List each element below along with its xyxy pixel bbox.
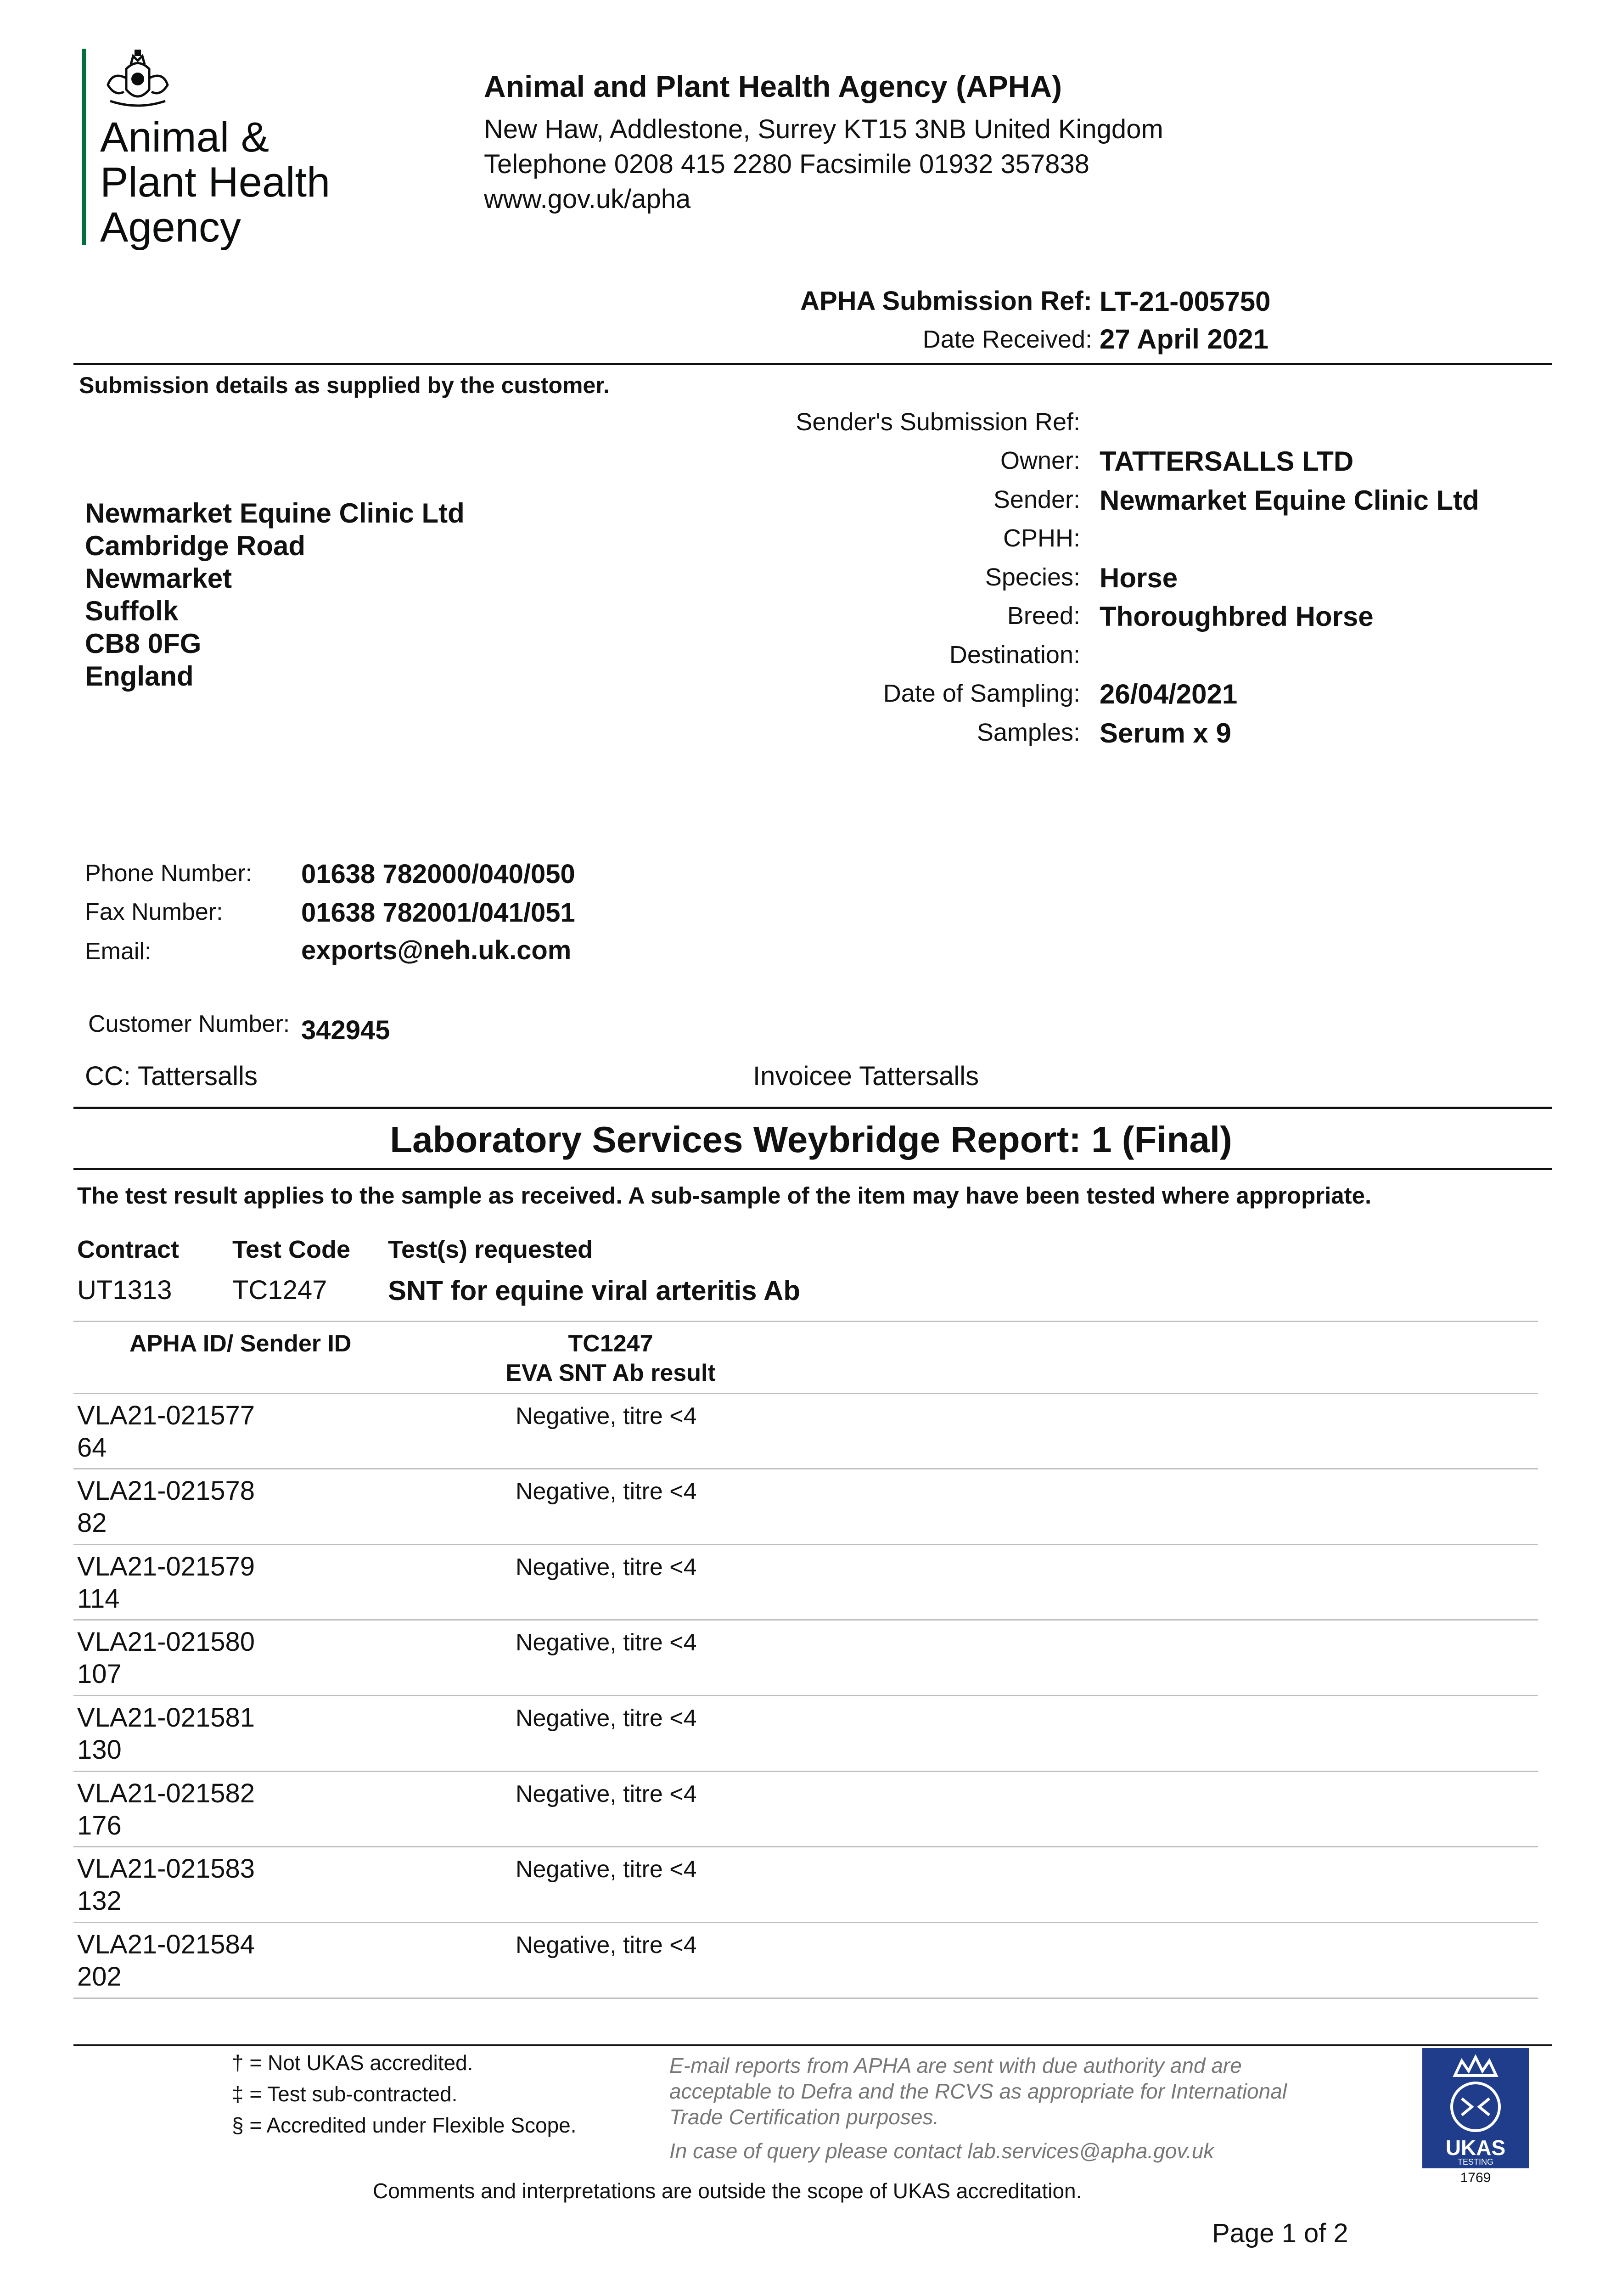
sender-id: 132	[77, 1886, 122, 1916]
fax-label: Fax Number:	[85, 899, 223, 925]
logo-bar	[82, 49, 86, 245]
note-line: In case of query please contact lab.services@apha.gov.uk	[669, 2139, 1214, 2163]
divider	[73, 1393, 1538, 1394]
note-line: Trade Certification purposes.	[669, 2105, 939, 2129]
row-divider	[73, 1922, 1538, 1923]
phone-label: Phone Number:	[85, 860, 253, 887]
sampling-date-value: 26/04/2021	[1100, 679, 1238, 709]
divider	[73, 1168, 1552, 1170]
customer-address	[85, 497, 465, 692]
table-row	[77, 1778, 255, 1842]
apha-id: VLA21-021584	[77, 1930, 255, 1959]
disclaimer: The test result applies to the sample as received. A sub-sample of the item may have been tested where appropriate.	[77, 1182, 1372, 1209]
table-row	[77, 1475, 255, 1539]
detail-label: Breed:	[1007, 602, 1080, 630]
ukas-badge	[1422, 2048, 1529, 2186]
apha-id: VLA21-021579	[77, 1552, 255, 1581]
sender-id: 176	[77, 1811, 122, 1840]
sender-id: 82	[77, 1508, 107, 1538]
customer-number-label: Customer Number:	[88, 1011, 290, 1037]
invoicee-text: Invoicee Tattersalls	[753, 1061, 979, 1091]
footer-key	[232, 2047, 577, 2141]
ukas-badge-box	[1422, 2048, 1529, 2168]
apha-id: VLA21-021581	[77, 1703, 255, 1733]
date-received-value: 27 April 2021	[1100, 324, 1268, 355]
detail-label: Sender:	[993, 486, 1080, 513]
apha-id: VLA21-021582	[77, 1778, 255, 1808]
ukas-sub: TESTING	[1457, 2157, 1493, 2167]
apha-id: VLA21-021580	[77, 1627, 255, 1657]
address-line: Newmarket	[85, 563, 232, 594]
report-title: Laboratory Services Weybridge Report: 1 (Final)	[390, 1119, 1232, 1160]
agency-logo-text	[100, 115, 330, 250]
col-test-code-header: TC1247	[568, 1330, 653, 1357]
result-cell: Negative, titre <4	[516, 1932, 697, 1958]
date-received-label: Date Received:	[922, 326, 1092, 353]
col-apha-id-header: APHA ID/ Sender ID	[129, 1330, 352, 1357]
footnote: § = Accredited under Flexible Scope.	[232, 2113, 577, 2137]
detail-label: Date of Sampling:	[883, 680, 1080, 707]
footnote: † = Not UKAS accredited.	[232, 2051, 473, 2075]
result-cell: Negative, titre <4	[516, 1856, 697, 1883]
divider	[73, 1321, 1538, 1322]
sender-value: Newmarket Equine Clinic Ltd	[1100, 485, 1479, 516]
detail-label: Sender's Submission Ref:	[796, 408, 1080, 436]
sender-id: 202	[77, 1962, 122, 1992]
logo-line: Plant Health	[100, 159, 331, 206]
phone-value: 01638 782000/040/050	[301, 859, 575, 889]
table-row	[77, 1626, 255, 1690]
note-line: acceptable to Defra and the RCVS as appropriate for International	[669, 2079, 1287, 2103]
row-divider	[73, 1846, 1538, 1847]
customer-number-value: 342945	[301, 1015, 390, 1045]
sender-id: 130	[77, 1735, 122, 1765]
species-value: Horse	[1100, 563, 1178, 593]
detail-label: CPHH:	[1003, 524, 1080, 552]
agency-website[interactable]: www.gov.uk/apha	[484, 184, 691, 214]
detail-label: Destination:	[949, 641, 1080, 669]
ukas-text: UKAS	[1445, 2136, 1506, 2160]
table-row	[77, 1551, 255, 1615]
apha-id: VLA21-021577	[77, 1401, 255, 1430]
result-cell: Negative, titre <4	[516, 1554, 697, 1581]
table-row	[77, 1929, 255, 1993]
divider	[73, 363, 1552, 365]
table-row	[77, 1702, 255, 1766]
test-code-header: Test Code	[232, 1236, 351, 1263]
note-line: E-mail reports from APHA are sent with due authority and are	[669, 2054, 1242, 2077]
breed-value: Thoroughbred Horse	[1100, 601, 1374, 632]
page-number: Page 1 of 2	[1212, 2218, 1348, 2248]
agency-name: Animal and Plant Health Agency (APHA)	[484, 69, 1062, 103]
address-line: England	[85, 661, 194, 692]
address-line: Suffolk	[85, 596, 179, 626]
footer-note	[669, 2053, 1287, 2164]
agency-address: New Haw, Addlestone, Surrey KT15 3NB United Kingdom	[484, 114, 1163, 144]
submission-ref-value: LT-21-005750	[1100, 286, 1271, 317]
contract-value: UT1313	[77, 1275, 172, 1305]
detail-label: Species:	[985, 563, 1080, 591]
details-heading: Submission details as supplied by the customer.	[79, 372, 610, 398]
contract-header: Contract	[77, 1236, 180, 1263]
sender-id: 107	[77, 1659, 122, 1689]
cc-text: CC: Tattersalls	[85, 1061, 258, 1091]
test-code-value: TC1247	[232, 1275, 327, 1305]
address-line: Newmarket Equine Clinic Ltd	[85, 498, 465, 529]
email-label: Email:	[85, 938, 152, 965]
result-cell: Negative, titre <4	[516, 1478, 697, 1505]
result-cell: Negative, titre <4	[516, 1705, 697, 1732]
ukas-comments: Comments and interpretations are outside the scope of UKAS accreditation.	[373, 2179, 1082, 2203]
result-cell: Negative, titre <4	[516, 1629, 697, 1656]
footnote: ‡ = Test sub-contracted.	[232, 2082, 458, 2106]
address-line: CB8 0FG	[85, 628, 202, 659]
row-divider	[73, 1695, 1538, 1696]
owner-value: TATTERSALLS LTD	[1100, 446, 1354, 477]
fax-value: 01638 782001/041/051	[301, 898, 575, 928]
apha-id: VLA21-021583	[77, 1854, 255, 1884]
tests-requested-header: Test(s) requested	[388, 1236, 593, 1263]
royal-crest-icon	[99, 46, 177, 113]
divider	[73, 1107, 1552, 1109]
detail-label: Samples:	[977, 719, 1080, 746]
result-cell: Negative, titre <4	[516, 1403, 697, 1429]
logo-line: Agency	[100, 204, 241, 251]
email-value[interactable]: exports@neh.uk.com	[301, 935, 572, 965]
sender-id: 114	[77, 1584, 120, 1614]
detail-label: Owner:	[1000, 447, 1080, 474]
divider	[73, 2044, 1552, 2046]
ukas-number: 1769	[1460, 2170, 1491, 2185]
agency-phone-fax: Telephone 0208 415 2280 Facsimile 01932 357838	[484, 149, 1089, 179]
row-divider	[73, 1468, 1538, 1469]
crown-tick-icon	[1430, 2053, 1521, 2134]
tests-requested-value: SNT for equine viral arteritis Ab	[388, 1275, 800, 1306]
row-divider	[73, 1998, 1538, 1999]
logo-line: Animal &	[100, 114, 269, 161]
samples-value: Serum x 9	[1100, 718, 1231, 748]
table-row	[77, 1853, 255, 1917]
submission-ref-label: APHA Submission Ref:	[800, 286, 1092, 316]
row-divider	[73, 1771, 1538, 1772]
row-divider	[73, 1619, 1538, 1621]
sender-id: 64	[77, 1433, 107, 1463]
table-row	[77, 1400, 255, 1464]
apha-id: VLA21-021578	[77, 1476, 255, 1506]
result-cell: Negative, titre <4	[516, 1781, 697, 1807]
address-line: Cambridge Road	[85, 530, 306, 561]
row-divider	[73, 1544, 1538, 1545]
col-result-header: EVA SNT Ab result	[505, 1360, 716, 1386]
